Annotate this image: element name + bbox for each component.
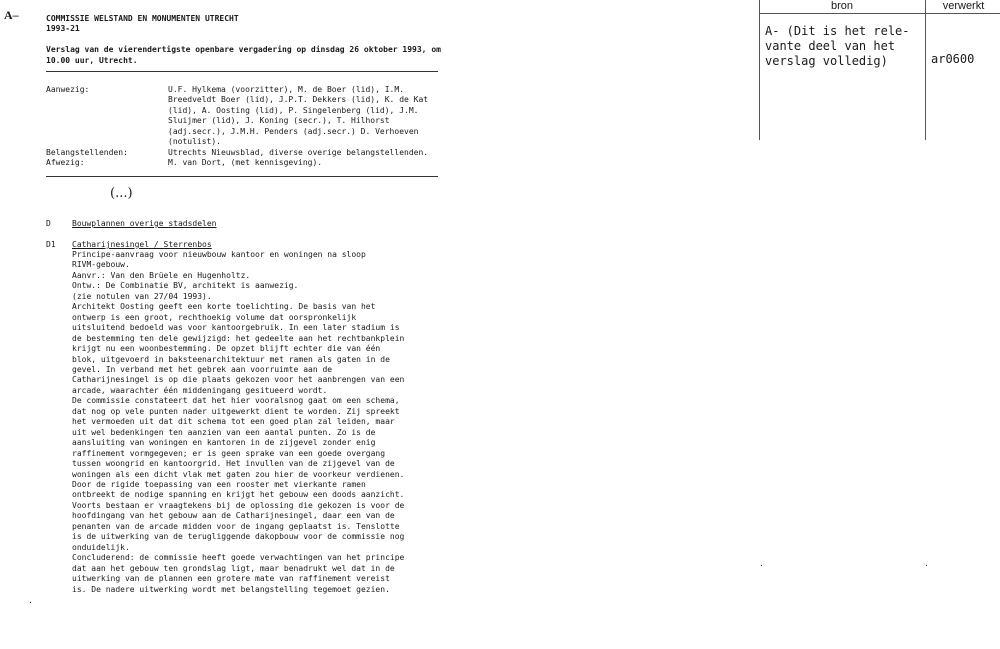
item-code: D1 — [46, 240, 56, 249]
aanwezig-value: U.F. Hylkema (voorzitter), M. de Boer (lid), I.M. Breedveldt Boer (lid), J.P.T. Dekkers (lid), K. de Kat (lid), A. Oosting (lid), P. Singelenberg (lid), J.M. Sluijmer (lid), J. Koning (secr.), T. Hilhorst (adj.secr.), J.M.H. Penders (adj.secr.) D. Verhoeven (notulist). — [168, 85, 429, 147]
document-page — [0, 0, 460, 649]
table-left-border — [759, 0, 760, 140]
aanwezig-label: Aanwezig: — [46, 85, 90, 94]
divider — [46, 176, 438, 177]
belangstellenden-label: Belangstellenden: — [46, 148, 128, 157]
item-title: Catharijnesingel / Sterrenbos — [72, 240, 212, 249]
divider — [46, 71, 438, 72]
title-line-1: COMMISSIE WELSTAND EN MONUMENTEN UTRECHT — [46, 14, 239, 23]
cell-bron: A- (Dit is het rele- vante deel van het verslag volledig) — [765, 24, 910, 68]
document-marker: A– — [4, 8, 19, 22]
item-body-text: Principe-aanvraag voor nieuwbouw kantoor en woningen na sloop RIVM-gebouw. Aanvr.: Van den Brüele en Hugenholtz. Ontw.: De Combinatie BV, architekt is aanwezig. (zie notulen van 27/04 1993). Architekt Oosting geeft een korte toelichting. De basis van het ontwerp is een groot, rechthoekig volume dat oorspronkelijk uitsluitend bedoeld was voor kantoorgebruik. In een later stadium is de bestemming ten dele gewijzigd: het gedeelte aan het rechtbankplein krijgt nu een woonbestemming. De opzet blijft echter die van één blok, uitgevoerd in baksteenarchitektuur met ramen als gaten in de gevel. In verband met het gebrek aan voorruimte aan de Catharijnesingel is op die plaats gekozen voor het aanbrengen van een arcade, waarachter één middeningang gesitueerd wordt. De commissie constateert dat het hier vooralsnog gaat om een schema, dat nog op vele punten nader uitgewerkt dient te worden. Zij spreekt het vermoeden uit dat dit schema tot een goed plan zal leiden, maar uit wel bedenkingen ten aanzien van een aantal punten. Zo is de aansluiting van woningen en kantoren in de zijgevel zonder enig raffinement vormgegeven; er is geen sprake van een goede overgang tussen woongrid en kantoorgrid. Het invullen van de zijgevel van de woningen als een dicht vlak met gaten zou hier de voorkeur verdienen. Door de rigide toepassing van een rooster met vierkante ramen ontbreekt de nodige spanning en krijgt het gebouw een doods aanzicht. Voorts bestaan er vraagtekens bij de oplossing die gekozen is voor de hoofdingang van het gebouw aan de Catharijnesingel, daar een van de penanten van de arcade midden voor de ingang geplaatst is. Tenslotte is de uitwerking van de terugliggende dakopbouw voor de commissie nog onduidelijk. Concluderend: de commissie heeft goede verwachtingen van het principe dat aan het gebouw ten grondslag ligt, maar benadrukt wel dat in de uitwerking van de plannen een grotere mate van raffinement vereist is. De nadere uitwerking wordt met belangstelling tegemoet gezien. — [72, 250, 405, 594]
section-title: Bouwplannen overige stadsdelen — [72, 219, 217, 228]
document-title — [46, 14, 239, 34]
scan-speck: · — [759, 561, 764, 570]
belangstellenden-value: Utrechts Nieuwsblad, diverse overige belangstellenden. — [168, 148, 429, 157]
scan-speck: · — [924, 561, 929, 570]
header-verwerkt: verwerkt — [925, 0, 1000, 14]
title-line-2: 1993-21 — [46, 24, 80, 33]
scan-speck: · — [28, 598, 33, 607]
afwezig-label: Afwezig: — [46, 158, 85, 167]
afwezig-value: M. van Dort, (met kennisgeving). — [168, 158, 323, 167]
omission-marker: (...) — [110, 186, 133, 201]
section-code: D — [46, 219, 51, 228]
source-table — [759, 0, 1000, 140]
header-bron: bron — [759, 0, 925, 14]
document-subtitle: Verslag van de vierendertigste openbare vergadering op dinsdag 26 oktober 1993, om 10.00 uur, Utrecht. — [46, 45, 441, 65]
table-column-divider — [925, 0, 926, 140]
cell-verwerkt: ar0600 — [931, 52, 975, 66]
